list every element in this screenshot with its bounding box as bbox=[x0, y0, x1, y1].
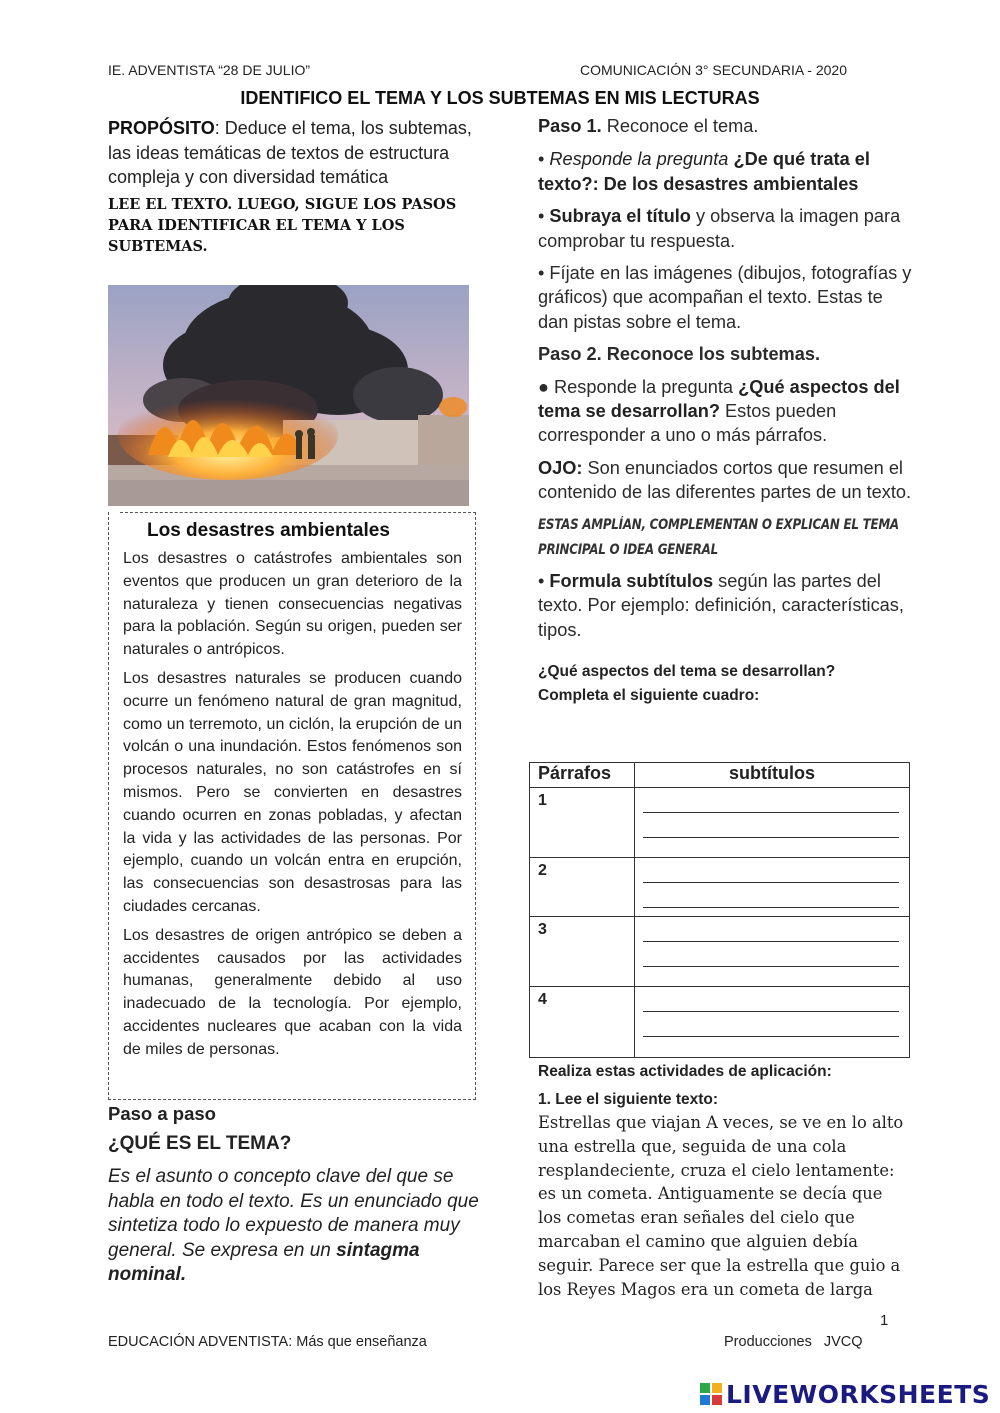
bullet-2-marker: • bbox=[538, 206, 550, 227]
subtitle-answer-3[interactable] bbox=[635, 917, 910, 987]
purpose-section bbox=[108, 116, 478, 257]
col-paragraphs-header: Párrafos bbox=[530, 763, 635, 788]
footer-right: Producciones JVCQ bbox=[724, 1334, 863, 1350]
theme-definition: Es el asunto o concepto clave del que se habla en todo el texto. Es un enunciado que sintetiza todo lo expuesto de manera muy general. Se expresa en un bbox=[108, 1166, 479, 1261]
instruction-text: LEE EL TEXTO. LUEGO, SIGUE LOS PASOS PARA IDENTIFICAR EL TEMA Y LOS SUBTEMAS. bbox=[108, 195, 457, 255]
bullet-1-bold: ¿De qué trata el texto?: De los desastres ambientales bbox=[538, 149, 870, 194]
activities-heading: Realiza estas actividades de aplicación: bbox=[538, 1063, 832, 1080]
reading-paragraph-1: Los desastres o catástrofes ambientales son eventos que producen un gran deterioro de la naturaleza y tienen consecuencias negativas para la población. Según su origen, pueden ser naturales o antrópicos. bbox=[123, 550, 462, 659]
reading-title: Los desastres ambientales bbox=[147, 520, 390, 541]
table-question: ¿Qué aspectos del tema se desarrollan? bbox=[538, 662, 836, 680]
reading-paragraph-3: Los desastres de origen antrópico se deben a accidentes causados por las actividades humanas, generalmente debido al uso inadecuado de la tecnología. Por ejemplo, accidentes nucleares que acaban con la vida de miles de personas. bbox=[123, 926, 462, 1058]
bullet-4-text: Estos pueden corresponder a uno o más párrafos. bbox=[538, 401, 837, 446]
bullet-1-italic: Responde la pregunta bbox=[549, 149, 734, 170]
table-row-label: 2 bbox=[530, 858, 635, 917]
activities-section bbox=[538, 1063, 910, 1301]
col-subtitles-header: subtítulos bbox=[635, 763, 910, 788]
liveworksheets-icon bbox=[700, 1383, 722, 1405]
subtitle-answer-2[interactable] bbox=[635, 858, 910, 917]
steps-section bbox=[538, 114, 918, 709]
subtitle-answer-1[interactable] bbox=[635, 788, 910, 858]
caps-note: ESTAS AMPLÍAN, COMPLEMENTAN O EXPLICAN EL TEMA PRINCIPAL O IDEA GENERAL bbox=[538, 516, 899, 558]
bullet-5-bold: Formula subtítulos bbox=[549, 570, 714, 591]
step1-label: Paso 1. bbox=[538, 116, 602, 136]
purpose-text: : Deduce el tema, los subtemas, las ideas temáticas de textos de estructura compleja y con diversidad temática bbox=[108, 118, 472, 187]
ojo-label: OJO: bbox=[538, 457, 583, 478]
bullet-5-text: según las partes del texto. Por ejemplo: definición, características, tipos. bbox=[538, 570, 904, 640]
bullet-5-marker: • bbox=[538, 570, 550, 591]
reading-paragraph-2: Los desastres naturales se producen cuando ocurre un fenómeno natural de gran magnitud, como un terremoto, un ciclón, la erupción de un volcán o una inundación. Estos fenómenos son procesos naturales, no son catástrofes en sí mismos. Pero se convierten en desastres cuando ocurren en zonas pobladas, y afectan la vida y las actividades de las personas. Por ejemplo, cuando un volcán entra en erupción, las consecuencias son desastrosas para las ciudades cercanas. bbox=[123, 669, 462, 915]
reading-box-top-border bbox=[120, 512, 476, 513]
bullet-2-bold: Subraya el título bbox=[549, 206, 691, 227]
step2-label: Paso 2. Reconoce los subtemas. bbox=[538, 344, 821, 365]
table-row-label: 1 bbox=[530, 788, 635, 858]
bullet-3-text: • Fíjate en las imágenes (dibujos, fotografías y gráficos) que acompañan el texto. Estas te dan pistas sobre el tema. bbox=[538, 263, 912, 332]
activity-reading-text: Estrellas que viajan A veces, se ve en lo alto una estrella que, seguida de una cola resplandeciente, cruza el cielo lentamente: es un cometa. Antiguamente se decía que los cometas eran señales del cielo que marcaban el camino que alguien debía seguir. Parece ser que la estrella que guio a los Reyes Magos era un cometa de larga bbox=[538, 1113, 904, 1299]
purpose-label: PROPÓSITO bbox=[108, 118, 215, 138]
ojo-text: Son enunciados cortos que resumen el contenido de las diferentes partes de un texto. bbox=[538, 457, 912, 503]
page-number: 1 bbox=[880, 1312, 889, 1329]
table-instruction: Completa el siguiente cuadro: bbox=[538, 687, 760, 705]
course-header: COMUNICACIÓN 3° SECUNDARIA - 2020 bbox=[580, 62, 847, 78]
theme-question: ¿QUÉ ES EL TEMA? bbox=[108, 1133, 292, 1154]
step-by-step-section bbox=[108, 1103, 488, 1288]
fire-photo bbox=[108, 285, 469, 506]
liveworksheets-brand: LIVEWORKSHEETS bbox=[726, 1379, 991, 1409]
subtitles-table bbox=[529, 762, 910, 1058]
theme-definition-bold: sintagma nominal. bbox=[108, 1239, 420, 1286]
bullet-1-marker: • bbox=[538, 149, 550, 170]
table-row-label: 4 bbox=[530, 987, 635, 1058]
reading-box bbox=[108, 512, 476, 1100]
footer-left: EDUCACIÓN ADVENTISTA: Más que enseñanza bbox=[108, 1334, 427, 1350]
table-row-label: 3 bbox=[530, 917, 635, 987]
subtitle-answer-4[interactable] bbox=[635, 987, 910, 1058]
step1-text: Reconoce el tema. bbox=[601, 116, 759, 136]
page-title: IDENTIFICO EL TEMA Y LOS SUBTEMAS EN MIS LECTURAS bbox=[240, 88, 760, 108]
step-by-step-heading: Paso a paso bbox=[108, 1103, 216, 1124]
school-header: IE. ADVENTISTA “28 DE JULIO” bbox=[108, 62, 311, 78]
bullet-4-bold: ¿Qué aspectos del tema se desarrollan? bbox=[538, 376, 900, 422]
bullet-2-text: y observa la imagen para comprobar tu respuesta. bbox=[538, 206, 901, 251]
liveworksheets-logo[interactable] bbox=[700, 1378, 990, 1410]
bullet-4-prefix: ● Responde la pregunta bbox=[538, 376, 739, 397]
activity-item-1: 1. Lee el siguiente texto: bbox=[538, 1091, 719, 1108]
